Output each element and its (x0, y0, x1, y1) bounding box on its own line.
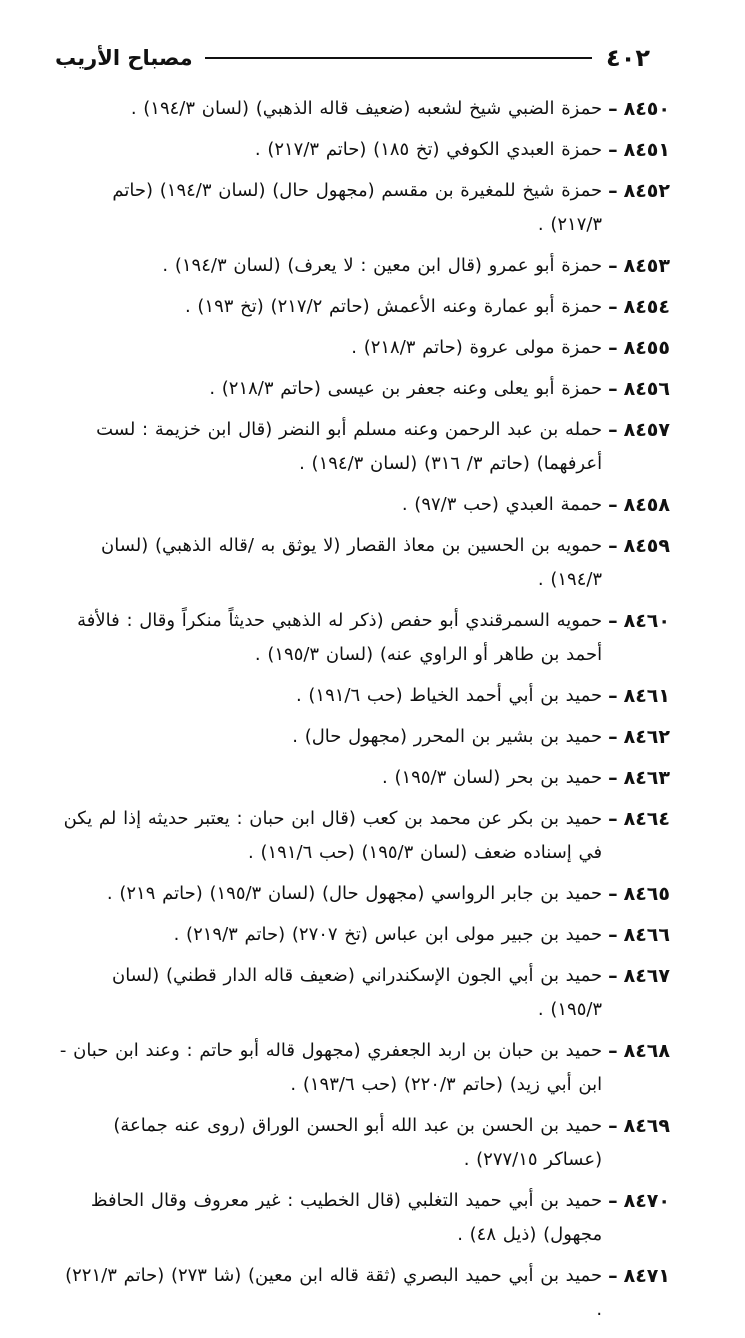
entry-text: حمزة مولى عروة (حاتم ٢١٨/٣) . (351, 337, 603, 358)
entry (55, 881, 670, 911)
entry-number: ٨٤٦٨ (623, 1040, 670, 1062)
page-number: ٤٠٢ (606, 44, 650, 72)
entry (55, 376, 670, 406)
entry-text: حمزة أبو يعلى وعنه جعفر بن عيسى (حاتم ٢١٨/٣) . (209, 378, 603, 399)
entry-text: حميد بن جبير مولى ابن عباس (تخ ٢٧٠٧) (حاتم ٢١٩/٣) . (173, 924, 603, 945)
entry (55, 1113, 670, 1177)
entry-dash: – (608, 337, 618, 359)
entry (55, 1263, 670, 1327)
entry (55, 533, 670, 597)
entry-dash: – (608, 255, 618, 277)
entry (55, 96, 670, 126)
entry-text: حمزة شيخ للمغيرة بن مقسم (مجهول حال) (لسان ١٩٤/٣) (حاتم ٢١٧/٣) . (112, 180, 603, 235)
entry-number: ٨٤٥٣ (623, 255, 670, 277)
entry-number: ٨٤٥٠ (623, 98, 670, 120)
entry-dash: – (608, 965, 618, 987)
entry-dash: – (608, 296, 618, 318)
entry-text: حممة العبدي (حب ٩٧/٣) . (401, 494, 603, 515)
entry-number: ٨٤٦٠ (623, 610, 670, 632)
entry (55, 806, 670, 870)
entry-dash: – (608, 494, 618, 516)
entry-text: حميد بن أبي حميد البصري (ثقة قاله ابن معين) (شا ٢٧٣) (حاتم ٢٢١/٣) . (65, 1265, 603, 1320)
entry (55, 963, 670, 1027)
entry-text: حميد بن بحر (لسان ١٩٥/٣) . (382, 767, 603, 788)
entry-text: حمله بن عبد الرحمن وعنه مسلم أبو النضر (قال ابن خزيمة : لست أعرفهما) (حاتم ٣/ ٣١٦) (لسان ١٩٤/٣) . (96, 419, 603, 474)
entry-dash: – (608, 535, 618, 557)
entry (55, 765, 670, 795)
entry-text: حمزة أبو عمرو (قال ابن معين : لا يعرف) (لسان ١٩٤/٣) . (162, 255, 603, 276)
entry-number: ٨٤٦٩ (623, 1115, 670, 1137)
entry-dash: – (608, 378, 618, 400)
entry-dash: – (608, 1265, 618, 1287)
entry-dash: – (608, 98, 618, 120)
running-title: مصباح الأريب (55, 46, 193, 70)
entry-text: حميد بن بشير بن المحرر (مجهول حال) . (292, 726, 603, 747)
entry-number: ٨٤٦٣ (623, 767, 670, 789)
entry-text: حمزة أبو عمارة وعنه الأعمش (حاتم ٢١٧/٢) (تخ ١٩٣) . (184, 296, 603, 317)
entry (55, 922, 670, 952)
entry-number: ٨٤٦١ (623, 685, 670, 707)
entry-dash: – (608, 808, 618, 830)
entry-dash: – (608, 419, 618, 441)
entry-dash: – (608, 685, 618, 707)
entry-text: حميد بن أبي أحمد الخياط (حب ١٩١/٦) . (295, 685, 603, 706)
entry-dash: – (608, 767, 618, 789)
entry-dash: – (608, 139, 618, 161)
entry-text: حميد بن جابر الرواسي (مجهول حال) (لسان ١٩٥/٣) (حاتم ٢١٩) . (106, 883, 603, 904)
entry-dash: – (608, 726, 618, 748)
entry-text: حمويه السمرقندي أبو حفص (ذكر له الذهبي حديثاً منكراً وقال : فالأفة أحمد بن طاهر أو الراوي عنه) (لسان ١٩٥/٣) . (77, 610, 603, 665)
entry-dash: – (608, 180, 618, 202)
entry-text: حميد بن الحسن بن عبد الله أبو الحسن الوراق (روى عنه جماعة) (عساكر ٢٧٧/١٥) . (113, 1115, 603, 1170)
entry (55, 492, 670, 522)
entry-number: ٨٤٧٠ (623, 1190, 670, 1212)
entry-text: حمزة العبدي الكوفي (تخ ١٨٥) (حاتم ٢١٧/٣) . (254, 139, 603, 160)
entry (55, 137, 670, 167)
entry (55, 178, 670, 242)
entry-number: ٨٤٥٧ (623, 419, 670, 441)
entry-number: ٨٤٥١ (623, 139, 670, 161)
entry-number: ٨٤٦٧ (623, 965, 670, 987)
entry-number: ٨٤٥٢ (623, 180, 670, 202)
entry (55, 1038, 670, 1102)
entry-number: ٨٤٦٥ (623, 883, 670, 905)
entry-text: حميد بن أبي الجون الإسكندراني (ضعيف قاله الدار قطني) (لسان ١٩٥/٣) . (111, 965, 603, 1020)
entry-dash: – (608, 1040, 618, 1062)
entry (55, 253, 670, 283)
entry-dash: – (608, 924, 618, 946)
entry-number: ٨٤٥٤ (623, 296, 670, 318)
entry-text: حميد بن بكر عن محمد بن كعب (قال ابن حبان : يعتبر حديثه إذا لم يكن في إسناده ضعف (لسان ١٩٥/٣) (حب ١٩١/٦) . (63, 808, 603, 863)
entry-text: حمزة الضبي شيخ لشعبه (ضعيف قاله الذهبي) (لسان ١٩٤/٣) . (130, 98, 603, 119)
header-rule (205, 57, 592, 59)
entry-dash: – (608, 883, 618, 905)
entry-text: حميد بن حبان بن اربد الجعفري (مجهول قاله أبو حاتم : وعند ابن حبان - ابن أبي زيد) (حاتم ٢٢٠/٣) (حب ١٩٣/٦) . (59, 1040, 603, 1095)
entries-list (55, 96, 670, 1338)
page-header (55, 38, 650, 78)
entry-number: ٨٤٦٦ (623, 924, 670, 946)
entry-dash: – (608, 1115, 618, 1137)
entry-number: ٨٤٥٦ (623, 378, 670, 400)
entry-text: حميد بن أبي حميد التغلبي (قال الخطيب : غير معروف وقال الحافظ مجهول) (ذيل ٤٨) . (90, 1190, 603, 1245)
entry (55, 1188, 670, 1252)
entry-number: ٨٤٥٩ (623, 535, 670, 557)
entry (55, 417, 670, 481)
entry-number: ٨٤٦٤ (623, 808, 670, 830)
entry (55, 335, 670, 365)
entry-dash: – (608, 1190, 618, 1212)
entry-text: حمويه بن الحسين بن معاذ القصار (لا يوثق به /قاله الذهبي) (لسان ١٩٤/٣) . (101, 535, 603, 590)
entry-number: ٨٤٦٢ (623, 726, 670, 748)
entry (55, 724, 670, 754)
entry-dash: – (608, 610, 618, 632)
entry (55, 608, 670, 672)
entry-number: ٨٤٥٥ (623, 337, 670, 359)
entry-number: ٨٤٧١ (623, 1265, 670, 1287)
entry (55, 294, 670, 324)
entry (55, 683, 670, 713)
entry-number: ٨٤٥٨ (623, 494, 670, 516)
